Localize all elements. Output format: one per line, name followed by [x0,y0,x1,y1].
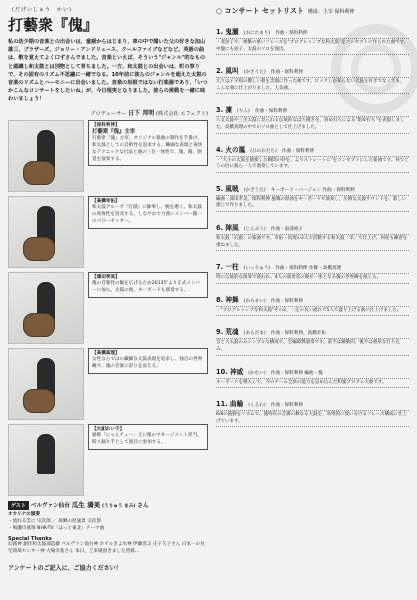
song-title: 1. 鬼瀬 [216,28,239,36]
bio-heading: 【大釦れい子】 [92,426,125,432]
song-title: 8. 神舞 [216,295,239,304]
song-credit: 作曲・保科利伸 [275,31,308,36]
song-reading: (かざうた) [243,70,266,76]
setlist-heading [216,6,409,16]
song-description: ・"大小の太鼓を駆使した瞬間の妙を、よりストレートに"をコンセプトにした楽曲です。何でどうの位に彼ら一人で演奏しています。 [216,156,409,173]
song-credit: 作曲・保科利伸 [270,403,303,409]
bio-text: 和太鼓グループ『打創』に師事し、腕を磨く。和太鼓の肉体性を追及する、しなやかで力強いメンバー随一のパワーセッター。 [92,205,202,225]
setlist-column [216,6,409,572]
bio-role: 打藝衆『傀』主宰 [92,129,136,136]
producer-name: 日下 邦明 [128,109,155,117]
song-reading: (ひのおだち) [250,148,277,154]
song-description: 編曲・澤田孝美、保科利伸 風戦の原曲をキーボードで演奏し、圧倒な太鼓サウンドを、新しい感じで作りました。 [216,195,409,212]
left-column [8,6,208,572]
bio-text: 女性ならではの繊細な太鼓表現を追求し、独自の世界観で、傀の音楽に彩りを添える。 [92,357,203,370]
bio-box [88,348,208,374]
song-description: 6/8の鼓動をリズムで、傀特有の音調の舞なる大鼓を、効果的に使い分けるフレーズ構成に仕上げています。 [216,410,409,427]
intro-text: 私の幼少期の音楽との出会いは、童謡からはじまり、車の中で聞いた父の好きな加山雄三、ブラザーズ、ジョリー・アンドリュース、クールファイブなどなど。英語の曲は、歌を覚えてよく口ずさんでました。音楽といえば、そういう"ジャンル"的なものと認識し和太鼓とは別物として育ちました。一方、和太鼓との出会いは、町の祭りで、その固有のリズム不思議に一緒でなる。10年前に彼らのジャンルを超えた太鼓の音楽のリズムとハーモニーに出会いました。音楽の垣根ではない打楽器であり、「いつかこんなコンサートをしたいね」が、今日現実となりました。彼らの挑戦を一緒に味わいましょう！ [8,39,208,103]
song-credit: 作曲・保科利伸 [270,298,303,304]
ocarina-heading: オカリナの演奏 [8,512,40,518]
song-description: ・変拍子や、複雑の重いフレーズを"プログレッシブな和太鼓"をコンセプトに作られた曲です。中盤にも拍子、太鼓のソロを演出。 [216,38,409,55]
guest-tag: ゲスト [8,501,29,510]
song-reading: (かむい) [248,370,266,376]
special-thanks-text: 幻創神 創作和太鼓部造藤 ベルヴァン仙台神 ホテルきよ水神 伊藤淳ぶ 庄子久子さん 日本一の住宅環境センター神 大場幸基さん 本日、ご来場頂きました皆様… [8,541,205,554]
survey-request: アンケートのご記入に、ご協力ください！ [8,565,122,573]
setlist-credit: 構成：主宰 保科利伸 [307,8,355,15]
song-description: 特に伝統的な演奏で使われ、4人の演奏者の舞が一体となる傀の世界観を演じる。 [216,273,409,284]
bio-box [88,424,208,450]
song-title: 3. 凜 [216,106,232,115]
song-description: ・"プログレッシブな和太鼓"その2。一定の長い流れで5人で盛り上げる曲に仕上げました。 [216,306,409,317]
special-thanks-title: Special Thanks [8,535,52,542]
bio-heading: 【高橋真理】 [92,350,120,356]
song-credit: 作曲・保科利伸 [254,109,288,115]
song-reading: (くるわ) [248,403,266,409]
member-photo [8,120,84,192]
song-title: 10. 神威 [216,367,244,376]
bio-text: 通称「にゃんチュー」主に傀のマネージメント担当。時々踊り手として演目に参加する。 [92,433,202,446]
song-reading: (じんぷう) [243,226,266,232]
song-title: 7. 一柱 [216,263,239,272]
guest-ruby: (うりゅう まみ) [102,503,136,509]
bio-box [88,272,208,298]
song-title: 9. 荒魂 [216,328,239,337]
song-title: 2. 風叫 [216,67,239,76]
song-credit: 作曲・保科利伸 編曲・傀 [270,370,323,376]
member-photo [8,272,84,344]
song-credit: 作曲・保科利伸 作舞・高橋真理 [275,266,342,272]
song-description: 音と大太鼓のみシンプルな構成で、全編即興演奏です。前半は躍動的、後半は重厚な打ち込み。 [216,338,409,355]
song-credit: 作曲・保科利伸 [281,148,315,154]
song-reading: (りん) [237,109,250,115]
bio-box [88,196,208,229]
song-title: 6. 陣風 [216,223,239,232]
song-description: キーボードを導入して、今のチーム全員の能力を詰め込んだ和風プログレ大曲です。 [216,378,409,389]
song-item [216,137,409,173]
title-ruby: (だげいしゅう かい) [12,7,72,13]
bio-heading: 【澤田孝美】 [92,274,120,280]
guest-place: ベルヴァン仙台 [30,502,70,509]
song-item [216,215,409,251]
page-title: 打藝衆『傀』 [8,16,99,34]
producer-label: プロデューサー [90,110,127,117]
song-reading: (おにたまり) [243,31,271,36]
guest-song: ・鳴瀬川慕情 NHK-TV「ほっと東北」テーマ曲 [8,526,105,532]
member-photo [8,348,84,420]
bio-row [8,272,208,344]
bio-text: 打藝衆『傀』主宰。オリジナル楽曲の制作を手掛け、和太鼓としての芸術性を追求する。繊細な表現と豪快なテクニックな打法と曲の三位一体性で、傀、陽、勘覚を演奏する。 [92,136,203,162]
song-reading: (かざうた) [243,187,266,193]
guest-name: 瓜生 満美 [71,500,101,509]
song-credit: キーボード・バージョン 作曲・保科利伸 [270,187,355,193]
producer-line [8,108,208,117]
bio-box [88,120,208,167]
bio-text: 傀の音楽性の幅を広げるため2013年より正式メンバーに加入。太鼓の他、キーボードも演奏する。 [92,281,200,294]
bio-row [8,196,208,268]
bio-heading: 【保科利伸】 [92,122,120,128]
song-item [216,176,409,212]
song-title: 5. 風戦 [216,184,239,193]
song-item [216,391,409,427]
song-title: 4. 火の鳳 [216,145,246,154]
member-photo [8,196,84,268]
song-description: 和太鼓「幻創」の楽曲です。幸佑・真理の2人で活動する和太鼓「幸」で仕上げ、何度も練習を重ねました。 [216,234,409,251]
bio-row [8,424,208,496]
guest-line [8,500,208,511]
guest-suffix: さん [137,502,149,509]
bio-heading: 【高橋幸佑】 [92,198,120,204]
song-item [216,319,409,355]
song-description: 元々は子守唄の優しい歌を念頭に作った曲です。ロックしか知らない太鼓を好きでなくても、こんな曲に仕上がりました。人気曲。 [216,77,409,94]
song-credit: 作曲・保科利伸、高橋幸佑 [270,331,326,337]
bio-row [8,120,208,192]
setlist-title: ○ コンサート セットリスト [216,7,304,15]
song-item [216,287,409,317]
song-credit: 作曲・南部裕子 [270,226,303,232]
song-reading: (かみまい) [243,298,266,304]
song-item [216,254,409,284]
song-reading: (いっちゅう) [243,266,271,272]
song-item [216,359,409,389]
producer-org: (株式会社 エフェクト) [155,110,208,117]
song-reading: (あらだま) [243,331,266,337]
swirl-watermark-icon [351,44,401,94]
song-description: 八丈太鼓や三宅太鼓に見られる伝統的なばち捌きを、斜め打ちによる"影絵打ち"を表現しました。高橋真理の中でのソロ曲として仕上げました。 [216,116,409,133]
guest-song: ・流れる雲に 宗次郎 ／ 故郷の原風景 宗次郎 [8,519,102,525]
bio-row [8,348,208,420]
member-photo [8,424,84,496]
song-credit: 作曲・保科利伸 [270,70,303,76]
song-title: 11. 曲輪 [216,400,244,409]
